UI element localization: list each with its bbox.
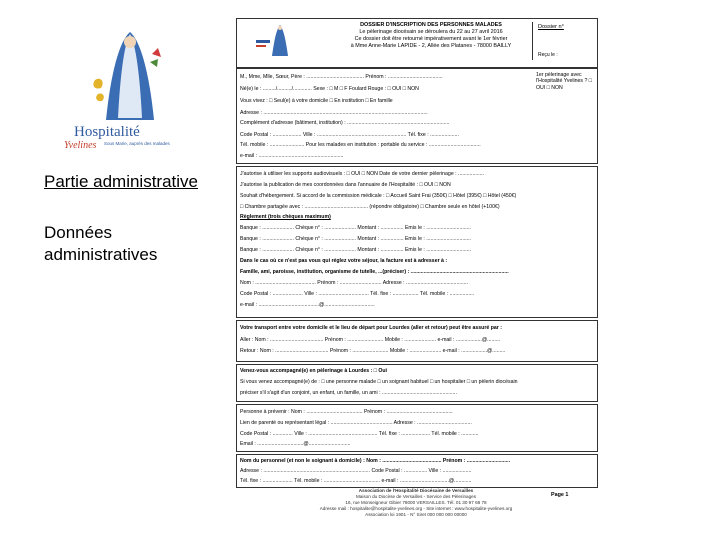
admin-line: J'autorise à utiliser les supports audiovisuels : □ OUI □ NON Date de votre dernier pèlerinage : .................. bbox=[240, 171, 484, 177]
contact-line: Lien de parenté ou représentant légal : ........................................... Adresse : ...................................... bbox=[240, 420, 472, 426]
identity-line: Tél. mobile : ........................ Pour les malades en institution : portable du service : .................................... bbox=[240, 142, 481, 148]
logo-name: Hospitalité bbox=[74, 124, 140, 140]
form-footer bbox=[316, 488, 516, 518]
transport-heading: Votre transport entre votre domicile et le lieu de départ pour Lourdes (aller et retour) peut être assuré par : bbox=[240, 325, 502, 331]
doctor-line: Nom du personnel (et non le soignant à domicile) : Nom : ......................................... Prénom : .............................. bbox=[240, 458, 511, 464]
footer-line: 16, rue Monseigneur Gibier 78000 VERSAILLES. Tél. 01 30 97 68 78 bbox=[345, 500, 487, 505]
admin-line: □ Chambre partagée avec : ............................................ (répondre obligatoire) □ Chambre seule en hôtel (+100€) bbox=[240, 204, 500, 210]
logo-tagline: Sous Marie, auprès des malades bbox=[104, 141, 170, 146]
form-header bbox=[336, 22, 526, 50]
footer-line: Adresse mail : hospitalite@hospitalite-yvelines.org - Site internet : www.hospitalite-yvelines.org bbox=[319, 506, 513, 511]
admin-line: J'autorise la publication de mes coordonnées dans l'annuaire de l'Hospitalité : □ OUI □ NON bbox=[240, 182, 451, 188]
doctor-line: Adresse : .......................................................................... Code Postal : ................ Ville : .................... bbox=[240, 468, 472, 474]
payment-line: Banque : ...................... Chèque n° : ...................... Montant : ................ Emis le : ............................... bbox=[240, 225, 471, 231]
identity-line: Complément d'adresse (bâtiment, institution) : ....................................................................... bbox=[240, 120, 450, 126]
admin-line: Souhait d'hébergement. Si accord de la commission médicale : □ Accueil Saint Frai (350€) □ Hôtel (395€) □ Hôtel (450€) bbox=[240, 193, 517, 199]
registration-form bbox=[236, 18, 598, 528]
form-dates: Le pèlerinage diocésain se déroulera du 22 au 27 avril 2016 bbox=[359, 29, 503, 35]
section-subtitle: Données administratives bbox=[44, 223, 158, 264]
contact-line: Code Postal : .............. Ville : ................................................ Tél. fixe : .................... Tél. mobile : ............ bbox=[240, 431, 479, 437]
form-return-address: à Mme Anne-Marie LAPIDE - 2, Allée des Platanes - 78000 BAILLY bbox=[350, 43, 512, 49]
form-title: DOSSIER D'INSCRIPTION DES PERSONNES MALADES bbox=[360, 22, 502, 28]
payment-heading: Règlement (trois chèques maximum) bbox=[240, 214, 331, 220]
madonna-figure-icon bbox=[93, 32, 161, 120]
contact-line: Email : ................................@............................. bbox=[240, 441, 351, 447]
payment-line: Banque : ...................... Chèque n° : ...................... Montant : ................ Emis le : ............................... bbox=[240, 247, 471, 253]
billing-line: Famille, ami, paroisse, institution, organisme de tutelle, ...(préciser) : .................................................................... bbox=[240, 269, 509, 275]
accompanied-line: Si vous venez accompagné(e) de : □ une personne malade □ un soignant habituel □ un hospitalier □ un pèlerin diocésain bbox=[240, 379, 518, 385]
billing-line: e-mail : ..........................................@................................... bbox=[240, 302, 375, 308]
billing-note: Dans le cas où ce n'est pas vous qui réglez votre séjour, la facture est à adresser à : bbox=[240, 258, 448, 264]
logo-subname: Yvelines bbox=[64, 140, 97, 151]
hospitalite-logo-large bbox=[40, 20, 220, 180]
contact-line: Personne à prévenir : Nom : ....................................... Prénom : .............................................. bbox=[240, 409, 453, 415]
accompanied-line: préciser s'il s'agit d'un conjoint, un enfant, un famille, un ami : .................................................... bbox=[240, 390, 457, 396]
form-deadline: Ce dossier doit être retourné impérativement avant le 1er février bbox=[354, 36, 508, 42]
transport-line: Aller : Nom : ..................................... Prénom : ......................... Mobile : ...................... e-mail : ..................@......... bbox=[240, 337, 501, 343]
received-date-label: Reçu le : bbox=[538, 52, 558, 58]
doctor-line: Tél. fixe : ..................... Tél. mobile : ....................................... e-mail : ..................................@............ bbox=[240, 478, 472, 484]
identity-line: Vous vivez : □ Seul(e) à votre domicile □ En institution □ En famille bbox=[240, 98, 393, 104]
identity-line: e-mail : ........................................................... bbox=[240, 153, 344, 159]
transport-line: Retour : Nom : ..................................... Prénom : ......................... Mobile : ...................... e-mail : ..................@......... bbox=[240, 348, 506, 354]
dossier-number-label: Dossier n° bbox=[538, 24, 564, 30]
identity-line: M., Mme, Mlle, Sœur, Père : ........................................ Prénom : ...................................... bbox=[240, 74, 443, 80]
first-pilgrimage-question: 1er pèlerinage avec l'Hospitalité Yvelines ? □ OUI □ NON bbox=[536, 72, 592, 91]
accompanied-line: Venez-vous accompagné(e) en pèlerinage à Lourdes : □ Oui bbox=[240, 368, 387, 374]
footer-line: Association de l'Hospitalité Diocésaine de Versailles bbox=[358, 488, 474, 493]
billing-line: Code Postal : ..................... Ville : ................................... Tél. fixe : .................. Tél. mobile : ................. bbox=[240, 291, 475, 297]
section-title: Partie administrative bbox=[44, 172, 199, 191]
footer-line: Maison du Diocèse de Versailles - Service des Pèlerinages bbox=[355, 494, 476, 499]
billing-line: Nom : .......................................... Prénom : ............................. Adresse : ........................................... bbox=[240, 280, 469, 286]
page-number: Page 1 bbox=[551, 492, 569, 498]
identity-line: Né(e) le : ........./........../............. Sexe : □ M □ F Foulard Rouge : □ OUI □ NON bbox=[240, 86, 419, 92]
identity-line: Code Postal : .................... Ville : .............................................................. Tél. fixe : .................... bbox=[240, 132, 459, 138]
identity-line: Adresse : .................................................................................................................. bbox=[240, 110, 428, 116]
footer-line: Association loi 1901 - N° Siret 000 000 000 00000 bbox=[365, 512, 467, 517]
payment-line: Banque : ...................... Chèque n° : ...................... Montant : ................ Emis le : ............................... bbox=[240, 236, 471, 242]
